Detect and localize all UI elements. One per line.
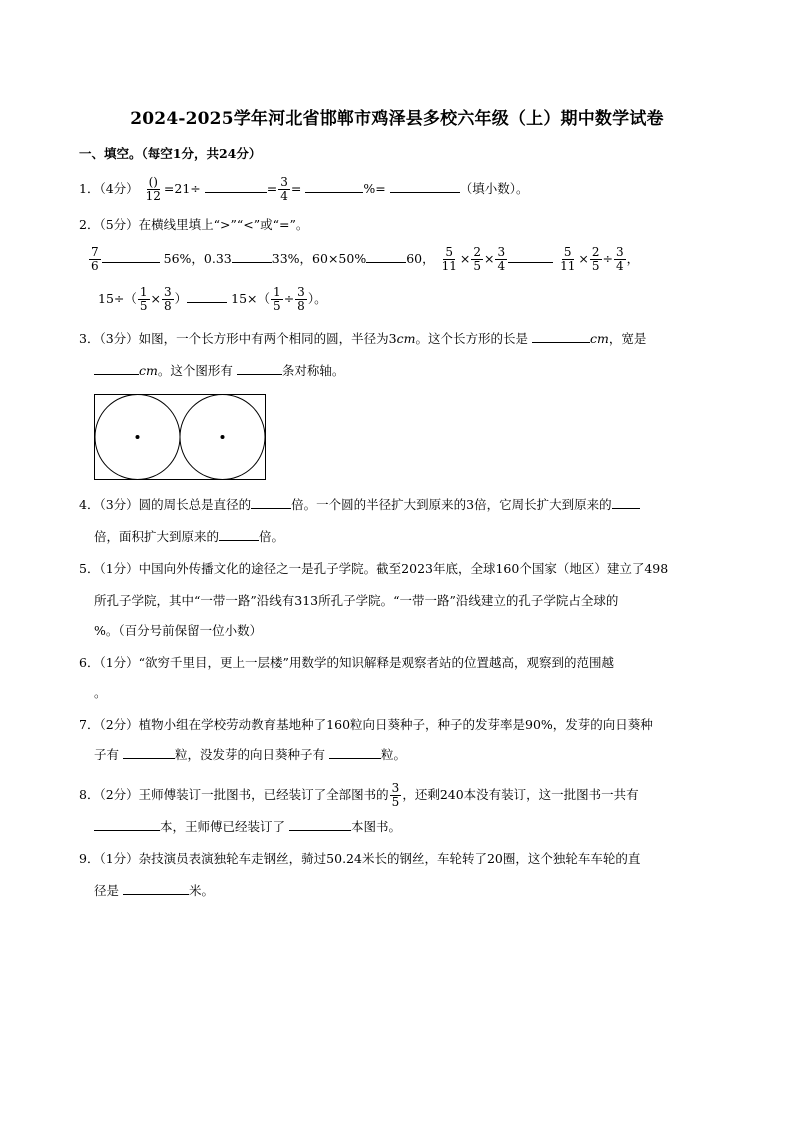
fraction: $\frac{1}{5}$ [273, 285, 281, 313]
answer-blank[interactable] [94, 362, 139, 375]
question-2-line-3: 15÷（ $\frac{1}{5}$ × $\frac{3}{8}$ ） 15×（ $\frac{1}{5}$ ÷ $\frac{3}{8}$ ）。 [98, 285, 327, 313]
right-circle-center [221, 435, 225, 439]
page-title: 2024-2025学年河北省邯郸市鸡泽县多校六年级（上）期中数学试卷 [130, 109, 664, 129]
question-8: 8．（2分）王师傅装订一批图书，已经装订了全部图书的 $\frac{3}{5}$ ，还剩240本没有装订，这一批图书一共有 [79, 781, 639, 809]
answer-blank[interactable] [123, 746, 175, 759]
fraction: $\frac{2}{5}$ [473, 245, 481, 273]
answer-blank[interactable] [532, 330, 590, 343]
section-heading: 一、填空。（每空1分，共24分） [79, 146, 262, 161]
answer-blank[interactable] [237, 362, 282, 375]
question-3: 3．（3分）如图，一个长方形中有两个相同的圆，半径为3cm。这个长方形的长是 cm，宽是 [79, 331, 647, 346]
question-6-line-2: 。 [94, 685, 107, 700]
answer-blank[interactable] [251, 496, 291, 509]
question-6: 6．（1分）“欲穷千里目，更上一层楼”用数学的知识解释是观察者站的位置越高，观察到的范围越 [79, 655, 614, 670]
answer-blank[interactable] [612, 496, 640, 509]
question-9: 9．（1分）杂技演员表演独轮车走钢丝，骑过50.24米长的钢丝，车轮转了20圈，这个独轮车车轮的直 [79, 851, 641, 866]
question-5: 5．（1分）中国向外传播文化的途径之一是孔子学院。截至2023年底，全球160个国家（地区）建立了498 [79, 561, 669, 576]
answer-blank[interactable] [390, 180, 460, 193]
answer-blank[interactable] [123, 882, 189, 895]
answer-blank[interactable] [219, 528, 259, 541]
fraction: $\frac{()}{12}$ [145, 175, 161, 203]
answer-blank[interactable] [508, 250, 553, 263]
question-7-line-2: 子有 粒，没发芽的向日葵种子有 粒。 [94, 747, 407, 762]
answer-blank[interactable] [305, 180, 363, 193]
question-4-line-2: 倍，面积扩大到原来的 倍。 [94, 529, 285, 544]
answer-blank[interactable] [205, 180, 267, 193]
left-circle-center [136, 435, 140, 439]
fraction: $\frac{2}{5}$ [591, 245, 600, 273]
fraction: $\frac{3}{4}$ [497, 245, 506, 273]
question-2: 2．（5分）在横线里填上“>”“<”或“=”。 [79, 217, 309, 232]
question-7: 7．（2分）植物小组在学校劳动教育基地种了160粒向日葵种子，种子的发芽率是90%，发芽的向日葵种 [79, 717, 653, 732]
fraction: $\frac{1}{5}$ [139, 285, 148, 313]
answer-blank[interactable] [289, 818, 351, 831]
answer-blank[interactable] [187, 290, 227, 303]
fraction: $\frac{3}{8}$ [297, 285, 305, 313]
answer-blank[interactable] [329, 746, 381, 759]
answer-blank[interactable] [94, 818, 160, 831]
fraction: $\frac{3}{4}$ [616, 245, 624, 273]
fraction: $\frac{5}{11}$ [441, 245, 457, 273]
question-5-line-3: %。（百分号前保留一位小数） [94, 623, 263, 638]
question-3-line-2: cm。这个图形有 条对称轴。 [94, 362, 344, 380]
answer-blank[interactable] [232, 250, 272, 263]
question-4: 4．（3分）圆的周长总是直径的 倍。一个圆的半径扩大到原来的3倍，它周长扩大到原来的 [79, 496, 640, 514]
answer-blank[interactable] [366, 250, 406, 263]
fraction: $\frac{3}{8}$ [164, 285, 172, 313]
question-2-line-2: $\frac{7}{6}$ 56%，0.33 33%，60×50% 60， $\frac{5}{11}$ × $\frac{2}{5}$ × $\frac{3}{4}$ $\frac{5}{11}$ × $\frac{2}{5}$ ÷ $\frac{3}{4}$ ， [91, 245, 640, 273]
question-5-line-2: 所孔子学院，其中“一带一路”沿线有313所孔子学院。“一带一路”沿线建立的孔子学院占全球的 [94, 593, 619, 608]
question-8-line-2: 本，王师傅已经装订了 本图书。 [94, 818, 401, 836]
rectangle-two-circles-figure [94, 394, 266, 480]
fraction: $\frac{3}{4}$ [280, 175, 288, 203]
question-1: 1．（4分） $\frac{()}{12}$ =21÷ = $\frac{3}{4}$ = %= （填小数）。 [79, 175, 529, 203]
fraction: $\frac{3}{5}$ [391, 781, 400, 809]
question-9-line-2: 径是 米。 [94, 883, 215, 898]
fraction: $\frac{5}{11}$ [560, 245, 576, 273]
answer-blank[interactable] [102, 250, 160, 263]
